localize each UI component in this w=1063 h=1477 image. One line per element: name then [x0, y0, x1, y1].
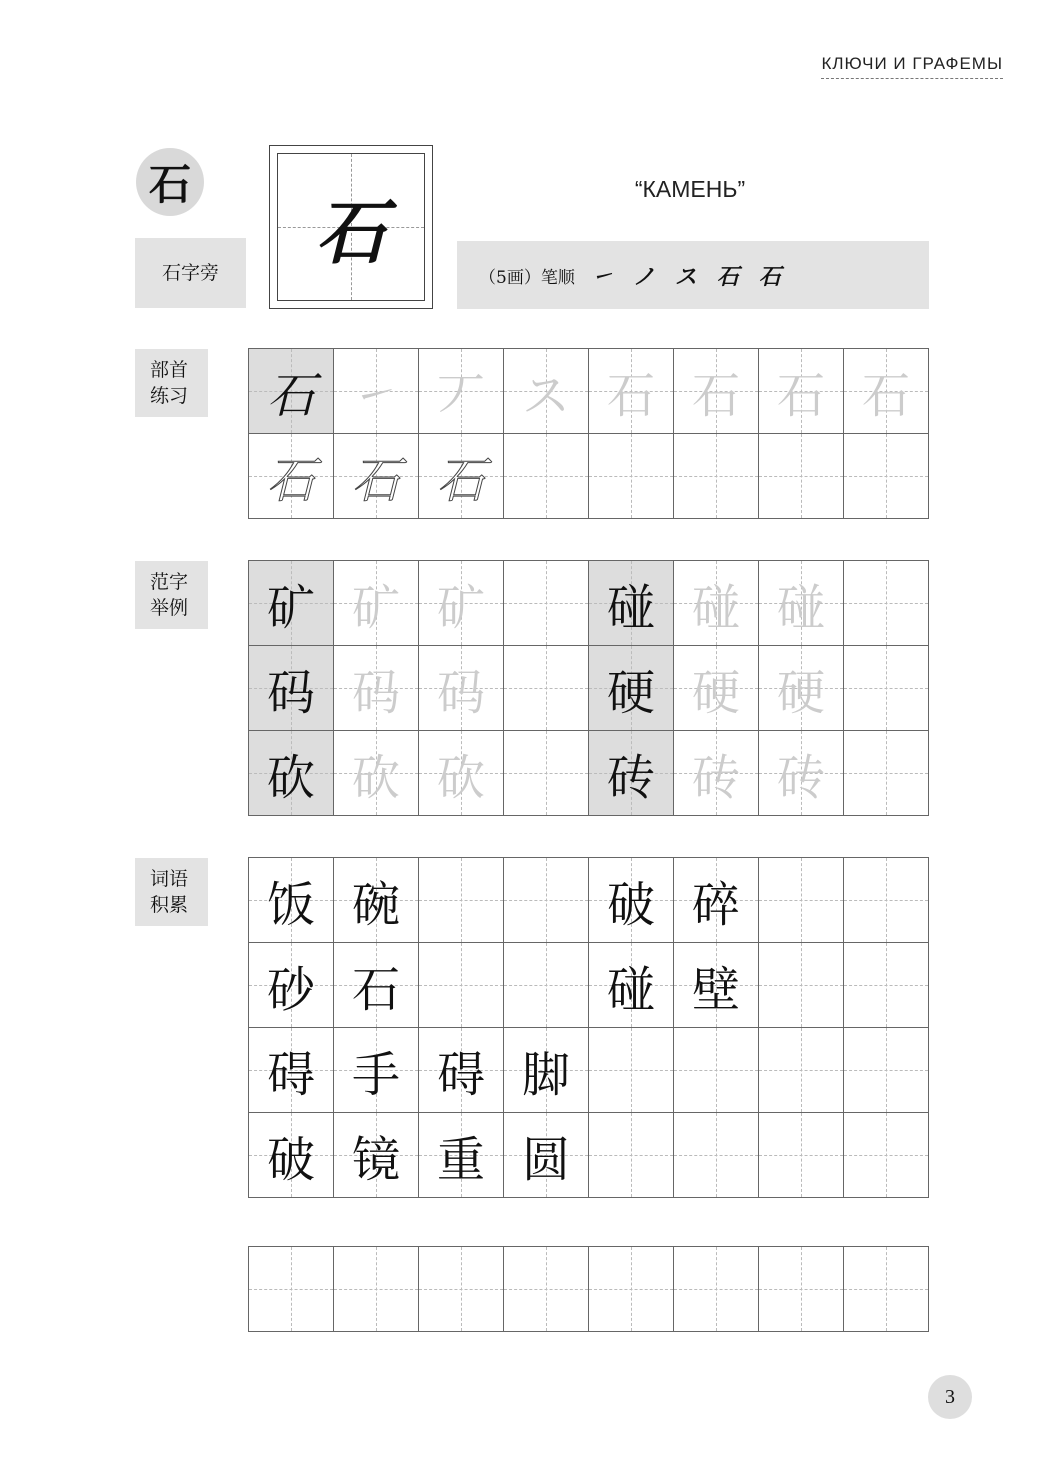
- grid-char: 砖: [606, 749, 655, 806]
- grid-cell: [334, 349, 419, 434]
- grid-cell: [249, 646, 334, 731]
- grid-char: 矿: [351, 579, 400, 636]
- section-label-words: 词语 积累: [135, 858, 208, 926]
- grid-char: 石: [861, 367, 910, 424]
- grid-char: 手: [351, 1046, 400, 1103]
- grid-char: 破: [266, 1131, 315, 1188]
- grid-cell: [504, 349, 589, 434]
- grid-cell: [844, 434, 929, 519]
- grid-cell: [844, 1113, 929, 1198]
- grid-char: ㇀: [351, 367, 400, 424]
- grid-cell: [674, 561, 759, 646]
- grid-char: 碗: [351, 876, 400, 933]
- grid-cell: [504, 731, 589, 816]
- example-grid: [248, 560, 929, 816]
- grid-cell: [844, 858, 929, 943]
- grid-cell: [249, 1113, 334, 1198]
- grid-cell: [674, 731, 759, 816]
- grid-cell: [419, 943, 504, 1028]
- grid-cell: [334, 434, 419, 519]
- stroke-order-bar: [457, 241, 929, 309]
- grid-cell: [419, 731, 504, 816]
- grid-cell: [419, 561, 504, 646]
- section-label-practice: 部首 练习: [135, 349, 208, 417]
- grid-cell: [419, 349, 504, 434]
- grid-char: 码: [266, 664, 315, 721]
- grid-char: 圆: [521, 1131, 570, 1188]
- grid-cell: [759, 731, 844, 816]
- grid-cell: [759, 646, 844, 731]
- grid-cell: [504, 943, 589, 1028]
- stroke-step: 石: [716, 263, 739, 290]
- grid-char: 碍: [436, 1046, 485, 1103]
- grid-char: 硬: [606, 664, 655, 721]
- grid-char: 石: [351, 961, 400, 1018]
- grid-cell: [504, 434, 589, 519]
- grid-char: 脚: [521, 1046, 570, 1103]
- grid-char: 重: [436, 1131, 485, 1188]
- grid-cell: [759, 1028, 844, 1113]
- grid-cell: [674, 646, 759, 731]
- grid-cell: [844, 349, 929, 434]
- grid-char: 硬: [691, 664, 740, 721]
- grid-cell: [844, 646, 929, 731]
- grid-cell: [334, 731, 419, 816]
- radical-model-box: [269, 145, 433, 309]
- page-number: 3: [928, 1375, 972, 1419]
- grid-cell: [589, 731, 674, 816]
- grid-char: 码: [436, 664, 485, 721]
- grid-char: 砖: [691, 749, 740, 806]
- grid-cell: [589, 1113, 674, 1198]
- grid-cell: [334, 943, 419, 1028]
- grid-cell: [674, 1247, 759, 1332]
- grid-cell: [504, 561, 589, 646]
- grid-char: 碎: [691, 876, 740, 933]
- blank-practice-grid: [248, 1246, 929, 1332]
- grid-cell: [334, 646, 419, 731]
- grid-char: 碰: [606, 961, 655, 1018]
- grid-cell: [419, 1113, 504, 1198]
- grid-char: 码: [351, 664, 400, 721]
- grid-cell: [419, 858, 504, 943]
- grid-cell: [674, 1113, 759, 1198]
- grid-cell: [759, 943, 844, 1028]
- grid-cell: [759, 561, 844, 646]
- word-grid: [248, 857, 929, 1198]
- grid-char: 硬: [776, 664, 825, 721]
- grid-char: 砖: [776, 749, 825, 806]
- radical-name: 石字旁: [135, 238, 246, 308]
- grid-cell: [504, 1113, 589, 1198]
- stroke-step: ノ: [632, 263, 655, 290]
- grid-cell: [589, 1247, 674, 1332]
- section-label-examples: 范字 举例: [135, 561, 208, 629]
- grid-cell: [674, 434, 759, 519]
- grid-char: 砂: [266, 961, 315, 1018]
- grid-cell: [589, 561, 674, 646]
- grid-cell: [504, 1247, 589, 1332]
- grid-cell: [759, 349, 844, 434]
- grid-cell: [589, 858, 674, 943]
- grid-cell: [844, 943, 929, 1028]
- grid-char: ス: [521, 367, 570, 424]
- grid-cell: [674, 943, 759, 1028]
- grid-cell: [249, 858, 334, 943]
- grid-cell: [419, 1028, 504, 1113]
- grid-cell: [249, 1028, 334, 1113]
- grid-char: 矿: [436, 579, 485, 636]
- grid-cell: [419, 434, 504, 519]
- grid-cell: [844, 731, 929, 816]
- grid-cell: [504, 858, 589, 943]
- grid-char: 镜: [351, 1131, 400, 1188]
- grid-cell: [249, 731, 334, 816]
- grid-char: 石: [606, 367, 655, 424]
- grid-cell: [759, 434, 844, 519]
- grid-cell: [759, 1247, 844, 1332]
- grid-cell: [589, 1028, 674, 1113]
- radical-char: 石: [136, 148, 204, 216]
- grid-cell: [334, 1247, 419, 1332]
- grid-char: 破: [606, 876, 655, 933]
- grid-cell: [759, 1113, 844, 1198]
- grid-cell: [844, 1028, 929, 1113]
- grid-cell: [589, 646, 674, 731]
- grid-char: 丆: [436, 367, 485, 424]
- grid-cell: [334, 858, 419, 943]
- grid-char: 碰: [776, 579, 825, 636]
- grid-char: 石: [776, 367, 825, 424]
- grid-char: 砍: [351, 749, 400, 806]
- grid-cell: [249, 434, 334, 519]
- grid-char: 石: [351, 452, 400, 509]
- grid-char: 碰: [606, 579, 655, 636]
- radical-model-char: 石: [316, 190, 386, 274]
- grid-cell: [249, 943, 334, 1028]
- practice-grid: [248, 348, 929, 519]
- grid-cell: [504, 646, 589, 731]
- grid-cell: [249, 1247, 334, 1332]
- grid-char: 壁: [691, 961, 740, 1018]
- grid-cell: [674, 1028, 759, 1113]
- grid-cell: [844, 561, 929, 646]
- grid-cell: [419, 1247, 504, 1332]
- grid-cell: [674, 858, 759, 943]
- grid-char: 砍: [436, 749, 485, 806]
- stroke-count: （5画）笔顺: [479, 267, 575, 288]
- grid-cell: [504, 1028, 589, 1113]
- grid-cell: [759, 858, 844, 943]
- grid-cell: [249, 561, 334, 646]
- grid-char: 石: [691, 367, 740, 424]
- grid-cell: [334, 1113, 419, 1198]
- grid-cell: [419, 646, 504, 731]
- grid-char: 饭: [266, 876, 315, 933]
- grid-cell: [589, 434, 674, 519]
- grid-cell: [589, 349, 674, 434]
- grid-cell: [674, 349, 759, 434]
- grid-cell: [589, 943, 674, 1028]
- stroke-step: ス: [674, 263, 697, 290]
- grid-char: 碰: [691, 579, 740, 636]
- grid-cell: [334, 1028, 419, 1113]
- grid-char: 石: [266, 367, 315, 424]
- grid-cell: [249, 349, 334, 434]
- grid-char: 石: [266, 452, 315, 509]
- radical-meaning: “КАМЕНЬ”: [634, 176, 746, 202]
- stroke-step: ㇀: [590, 263, 613, 290]
- grid-char: 砍: [266, 749, 315, 806]
- grid-cell: [844, 1247, 929, 1332]
- grid-char: 石: [436, 452, 485, 509]
- header-title: КЛЮЧИ И ГРАФЕМЫ: [821, 54, 1003, 79]
- stroke-step: 石: [758, 263, 781, 290]
- grid-cell: [334, 561, 419, 646]
- grid-char: 矿: [266, 579, 315, 636]
- grid-char: 碍: [266, 1046, 315, 1103]
